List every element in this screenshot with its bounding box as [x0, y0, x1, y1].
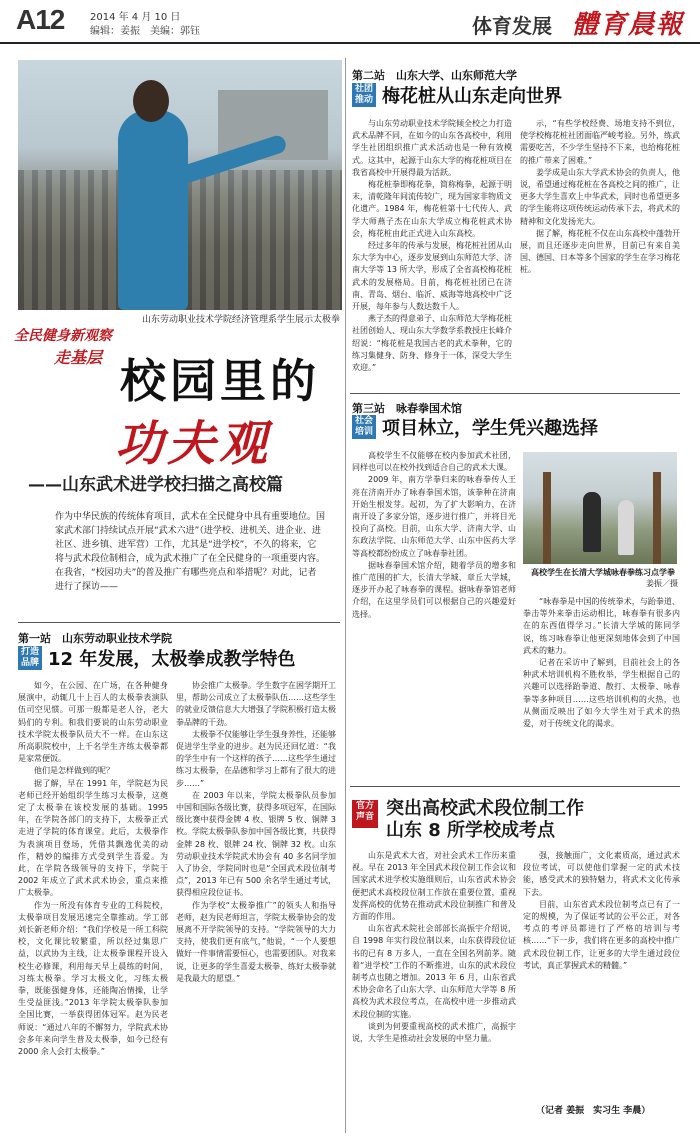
paragraph: 他们是怎样做到的呢？	[34, 766, 114, 776]
photo-student	[618, 500, 634, 555]
section-title: 体育发展	[472, 14, 552, 38]
paragraph: 2009 年，南方学拳归来的咏春拳传人王亮在济南开办了咏春拳国术馆，该拳种在济南开始生根发芽。起初，为了扩大影响力，在济南开设了多家分馆，逐步进行推广，并将目光投向了高校。目前，山东大学、济南大学、山东政法学院、山东师范大学、山东中医药大学等高校都纷纷成立了咏春拳社团。	[352, 475, 516, 558]
paragraph: 记者在采访中了解到，目前社会上的各种武术培训机构不胜枚举，学生根据自己的兴趣可以选择跆拳道、散打、太极拳、咏春拳等多种项目……这些培训机构的火热，也从侧面反映出了如今大学生对于武术的热爱，对于传统文化的渴求。	[523, 658, 680, 729]
divider	[350, 393, 680, 394]
paragraph: 高校学生不仅能够在校内参加武术社团，同样也可以在校外找到适合自己的武术大课。	[352, 451, 516, 473]
paragraph: 强，接触面广，文化素质高，通过武术段位考试，可以使他们掌握一定的武术技能，感受武术的独特魅力，将武术文化传承下去。	[523, 851, 680, 897]
station4-tag: 官方声音	[352, 800, 378, 828]
paragraph: 作为一所没有体育专业的工科院校，太极拳项目发展迅速完全靠推动。学工部刘长新老师介绍：“我们学校是一所工科院校，文化课比较繁重，所以经过集思广益，以武协为主线，让太极拳课程开设入校生必修课，利用每天早上晨练的时间，习练太极拳。学习太极文化，习练太极拳，既能强健身体，还能陶冶情操，让学生受益匪浅。”2013 年学院太极拳队参加全国比赛，一举获得团体冠军。赵为民老师说：“通过八年的不懈努力，学院武术协会多年来向学生普及太极拳，如今已经有 2000 余人会打太极拳。”	[18, 900, 168, 1057]
paragraph: 如今，在公园、在广场，在各种健身展演中，动辄几十上百人的太极拳表演队伍司空见惯。可那一般都是老人谷，老大妈们的专利。和我们要说的山东劳动职业技术学院太极拳队员大不一样。在山东这所高职院校中，上千名学生齐练太极拳都是家常便饭。	[18, 681, 168, 764]
station2-col1	[352, 118, 512, 388]
headline-line2: 功夫观	[115, 416, 272, 472]
station4-title-line2: 山东 8 所学校成考点	[386, 820, 556, 841]
station4-heading	[352, 800, 378, 828]
wingchun-photo	[523, 452, 677, 564]
headline-subtitle: ——山东武术进学校扫描之高校篇	[28, 475, 283, 495]
station1-tag: 打造品牌	[18, 646, 42, 670]
station2-title: 梅花桩从山东走向世界	[382, 86, 562, 107]
paragraph: 目前，山东省武术段位制考点已有了一定的规模，为了保证考试的公平公正，对各考点的考评员都进行了严格的培训与考核……“下一步，我们将在更多的高校中推广武术段位制工作，让更多的大学生通过段位考试，真正掌握武术的精髓。”	[523, 899, 680, 970]
headline-line1: 校园里的	[120, 354, 320, 408]
paragraph: 据了解，梅花桩不仅在山东高校中蓬勃开展，而且还逐步走向世界，目前已有来自美国、德国、日本等多个国家的学生在学习梅花桩。	[520, 228, 680, 275]
station3-label-text: 第三站 咏春拳国术馆	[352, 402, 462, 415]
column-divider	[345, 58, 346, 1133]
paragraph: 燕子杰的得意弟子、山东师范大学梅花桩社团创始人、现山东大学数学系教授庄长峰介绍说：“梅花桩是我国古老的武术拳种，它的练习集健身、防身、修身于一体，深受大学生欢迎。”	[352, 314, 512, 373]
photo2-caption-text: 高校学生在长清大学城咏春拳练习点学拳	[531, 568, 675, 577]
paragraph: 梅花桩拳即梅花拳，简称梅拳，起源于明末，清乾隆年间流传较广，现为国家非物质文化遗产。1984 年，梅花桩第十七代传人、武学大师燕子杰在山东大学成立梅花桩武术协会，梅花桩由此正式进入山东高校。	[352, 180, 512, 238]
page-header	[0, 0, 700, 44]
station2-heading	[352, 82, 562, 108]
paragraph: 据了解，早在 1991 年，学院赵为民老师已经开始组织学生练习太极拳，这奠定了太极拳在该校发展的基础。1995 年，在学院各部门的支持下，太极拳正式走进了学院的体育课堂。此后，太极拳作为表演项目登场，凭借其飘逸优美的动作，精妙的编排方式受到学生喜爱。为此，在学院各级领导的支持下，学院于 2002 年成立了武术武术协会，重点来推广太极拳。	[18, 778, 168, 898]
taichi-photo	[18, 60, 342, 310]
station3-col1	[352, 450, 516, 780]
paragraph: 太极拳不仅能够让学生强身养性，还能够促进学生学业的进步。赵为民还回忆道：“我的学生中有一个这样的孩子……这些学生通过练习太极拳，在品德和学习上都有了很大的进步……”	[176, 729, 336, 788]
paragraph: 在 2003 年以来，学院太极拳队员参加中国和国际各级比赛，获得多项冠军，在国际级比赛中获得金牌 4 枚、银牌 5 枚、铜牌 3 枚。学院太极拳队参加中国各级比赛，共获得金牌 28 枚、银牌 24 枚、铜牌 32 枚。山东劳动职业技术学院武术协会有 40 多名同学加入了协会，学院同时也是“全国武术段位制考点”，2013 年已有 500 余名学生通过考试，获得相应段位证书。	[176, 790, 336, 898]
station3-tag: 社会培训	[352, 415, 376, 439]
paragraph: 示，“有些学校经费、场地支持不到位，使学校梅花桩社团面临严峻考验。另外，练武需要吃苦，不少学生坚持不下来，也给梅花桩的推广带来了困难。”	[520, 119, 680, 165]
paragraph: “咏春拳是中国的传统拳术，与跆拳道、拳击等外来拳击运动相比，咏春拳有很多内在的东西值得学习。”长清大学城的陈同学说，练习咏春拳让他更深刻地体会到了中国武术的魅力。	[523, 597, 680, 655]
paragraph: 协会推广太极拳。学生数字在困学期开工里，帮助公司成立了太极拳队伍……这些学生的就业反馈信息大大增强了学院积极打造太极拳品牌的干劲。	[176, 681, 336, 727]
divider	[18, 622, 340, 623]
banner-line1: 全民健身新观察	[14, 328, 112, 344]
photo-post	[653, 472, 661, 564]
issue-date: 2014 年 4 月 10 日	[90, 12, 181, 23]
station4-title	[386, 798, 584, 842]
photo-student-head	[133, 80, 169, 122]
intro-paragraph: 作为中华民族的传统体育项目，武术在全民健身中具有重要地位。国家武术部门持续试点开展“武术六进”（进学校、进机关、进企业、进社区、进乡镇、进军营）工作，尤其是“进学校”，不久的将来，它将与武术段位制相合，成为武术推广了在全民健身的一项重要内容。在我省，“校园功夫”的普及推广有哪些亮点和举措呢？对此，记者进行了探访——	[55, 512, 326, 592]
paragraph: 与山东劳动职业技术学院倾全校之力打造武术品牌不同，在如今的山东各高校中，利用学生社团组织推广武术活动也是一种有效模式。这其中，起源于山东大学的梅花桩项目在我省高校中开展得最为活跃。	[352, 119, 512, 177]
station4-title-line1: 突出高校武术段位制工作	[386, 798, 584, 819]
banner-line2: 走基层	[54, 348, 103, 367]
station1-col1	[18, 680, 168, 1130]
editors-line: 编辑：姜振 美编：郭钰	[90, 26, 200, 37]
station1-heading	[18, 645, 295, 671]
station2-label	[352, 64, 517, 83]
photo2-credit: 姜振／摄	[646, 579, 678, 588]
photo-post	[543, 472, 551, 564]
paragraph: 姜学成是山东大学武术协会的负责人，他说，希望通过梅花桩在各高校之间的推广，让更多大学生喜欢上中华武术，同时也希望更多的学生能将这项传统运动传承下去，将武术的精神和文化发扬光大。	[520, 167, 680, 226]
paragraph: 作为学校“太极拳推广”的领头人和指导老师，赵为民老师坦言，学院太极拳协会的发展离不开学院领导的支持。“学院领导的大力支持，使我们更有底气，”他说，“一个人要想做好一件事情需要恒心，也需要团队。对我来说，让更多的学生喜爱太极拳、练好太极拳就是我最大的愿望。”	[176, 900, 336, 983]
station1-label-text: 第一站 山东劳动职业技术学院	[18, 632, 172, 645]
station1-title: 12 年发展，太极拳成教学特色	[48, 649, 296, 670]
station2-tag: 社团推动	[352, 83, 376, 107]
masthead-logo: 體育晨報	[572, 10, 685, 40]
paragraph: 谈到为何要重视高校的武术推广，高振宇说，大学生是推动社会发展的中坚力量。	[352, 1021, 516, 1044]
station4-col1	[352, 850, 516, 1120]
paragraph: 经过多年的传承与发展，梅花桩社团从山东大学为中心，逐步发展到山东师范大学、济南大学等 13 所大学，形成了全省高校梅花桩武术的发展格局。目前，梅花桩社团已在济南、青岛、烟台、临沂、威海等地高校中广泛开展，每年参与人数达数千人。	[352, 241, 512, 312]
paragraph: 据咏春拳国术馆介绍，随着学员的增多和推广范围的扩大，长清大学城、章丘大学城，逐步开办起了咏春拳的课程。据咏春拳馆老师介绍，在这里学员们可以根据自己的兴趣爱好选择。	[352, 560, 516, 619]
page-number: A12	[16, 4, 65, 35]
station3-heading	[352, 414, 598, 440]
divider	[350, 786, 680, 787]
paragraph: 山东省武术院社会部部长高振宇介绍说，自 1998 年实行段位制以来，山东获得段位证书的已有 8 万多人，一直在全国名列前茅。随着“进学校”工作的不断推进，山东的武术段位制考点也随之增加。2013 年 6 月，山东省武术协会命名了山东大学、山东师范大学等 8 所高校为武术段位考点，在高校中进一步推动武术段位制的实施。	[352, 924, 516, 1019]
station1-label	[18, 627, 172, 646]
photo-student	[583, 492, 601, 552]
station3-col2	[523, 596, 680, 780]
photo-student	[118, 110, 188, 310]
station1-col2	[176, 680, 336, 1130]
station4-col2	[523, 850, 680, 1100]
paragraph: 山东是武术大省，对社会武术工作历来重视。早在 2013 年全国武术段位制工作会议和国家武术进学校实施细则后，山东省武术协会便把武术高校段位制工作放在重要位置，重视发挥高校的优势在推动武术段位制推广和普及方面的作用。	[352, 851, 516, 922]
photo2-caption	[528, 567, 678, 589]
station3-title: 项目林立，学生凭兴趣选择	[382, 418, 598, 439]
photo-caption: 山东劳动职业技术学院经济管理系学生展示太极拳	[141, 315, 340, 325]
byline: （记者 姜振 实习生 李晨）	[536, 1106, 651, 1116]
station2-label-text: 第二站 山东大学、山东师范大学	[352, 69, 517, 82]
station2-col2	[520, 118, 680, 388]
